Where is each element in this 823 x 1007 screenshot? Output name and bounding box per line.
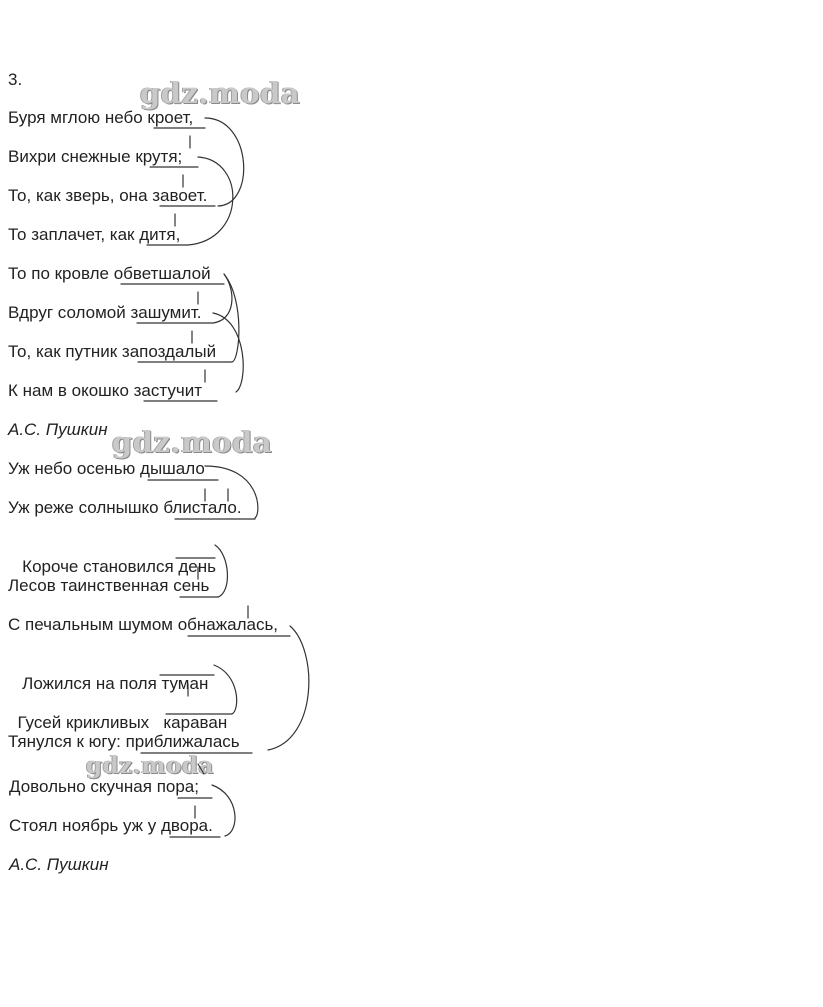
predicate-word: дитя xyxy=(139,225,176,244)
line-text: С печальным шумом xyxy=(8,615,178,634)
predicate-word: блистало xyxy=(163,498,237,517)
line-text: Уж небо осенью xyxy=(8,459,141,478)
line-text: Уж реже солнышко xyxy=(8,498,164,517)
predicate-word: зашумит xyxy=(130,303,197,322)
predicate-word: пора xyxy=(156,777,195,796)
line-text: Вихри снежные xyxy=(8,147,136,166)
predicate-word: день xyxy=(178,557,216,576)
line-text: Буря мглою небо xyxy=(8,108,148,127)
poem-line xyxy=(8,342,216,362)
poem-line xyxy=(8,147,182,167)
watermark-logo: gdz.moda xyxy=(140,76,301,110)
poem-line xyxy=(8,459,205,479)
punctuation: , xyxy=(175,225,181,244)
watermark-logo: gdz.moda xyxy=(112,425,273,459)
predicate-word: туман xyxy=(161,674,209,693)
predicate-word: двора xyxy=(161,816,209,835)
punctuation: . xyxy=(196,303,202,322)
punctuation: , xyxy=(188,108,194,127)
poem-line xyxy=(8,264,211,284)
predicate-word: сень xyxy=(173,576,210,595)
line-text: Лесов таинственная xyxy=(8,576,174,595)
line-text: Вдруг соломой xyxy=(8,303,131,322)
line-text: К нам в окошко xyxy=(8,381,134,400)
punctuation: , xyxy=(273,615,279,634)
poem-author: А.С. Пушкин xyxy=(8,420,108,439)
poem-line xyxy=(8,693,227,733)
poem-line xyxy=(8,225,180,245)
line-text: Гусей крикливых xyxy=(17,713,164,732)
predicate-word: обветшалой xyxy=(113,264,211,283)
poem-line xyxy=(8,654,208,694)
line-text: Тянулся к югу: xyxy=(8,732,126,751)
line-text: То заплачет, как xyxy=(8,225,140,244)
poem-line xyxy=(8,303,201,323)
watermark-logo: gdz.moda xyxy=(86,752,214,779)
predicate-word: обнажалась xyxy=(177,615,274,634)
poem-line xyxy=(8,381,202,401)
punctuation: . xyxy=(202,186,208,205)
predicate-word: дышало xyxy=(140,459,205,478)
poem-line xyxy=(8,576,209,596)
line-text: Довольно скучная xyxy=(9,777,157,796)
line-text: То по кровле xyxy=(8,264,114,283)
predicate-word: крутя xyxy=(135,147,178,166)
poem-line xyxy=(8,537,216,577)
punctuation: ; xyxy=(177,147,183,166)
punctuation: . xyxy=(236,498,242,517)
poem-line xyxy=(8,615,278,635)
line-text: То, как путник xyxy=(8,342,122,361)
predicate-word: караван xyxy=(163,713,228,732)
punctuation: ; xyxy=(194,777,199,796)
poem-line xyxy=(9,816,213,836)
predicate-word: кроет xyxy=(147,108,189,127)
exercise-number: 3. xyxy=(8,70,23,89)
poem-line xyxy=(9,777,199,797)
poem-line xyxy=(8,498,242,518)
line-text: То, как зверь, она xyxy=(8,186,153,205)
poem-line xyxy=(8,186,207,206)
poem-line xyxy=(8,732,240,752)
poem-line xyxy=(8,108,193,128)
predicate-word: застучит xyxy=(133,381,202,400)
line-text: Короче становился xyxy=(17,557,179,576)
predicate-word: приближалась xyxy=(125,732,240,751)
poem-author: А.С. Пушкин xyxy=(9,855,109,874)
predicate-word: запоздалый xyxy=(121,342,217,361)
punctuation: . xyxy=(208,816,213,835)
line-text: Ложился на поля xyxy=(17,674,162,693)
predicate-word: завоет xyxy=(152,186,203,205)
line-text: Стоял ноябрь уж у xyxy=(9,816,162,835)
